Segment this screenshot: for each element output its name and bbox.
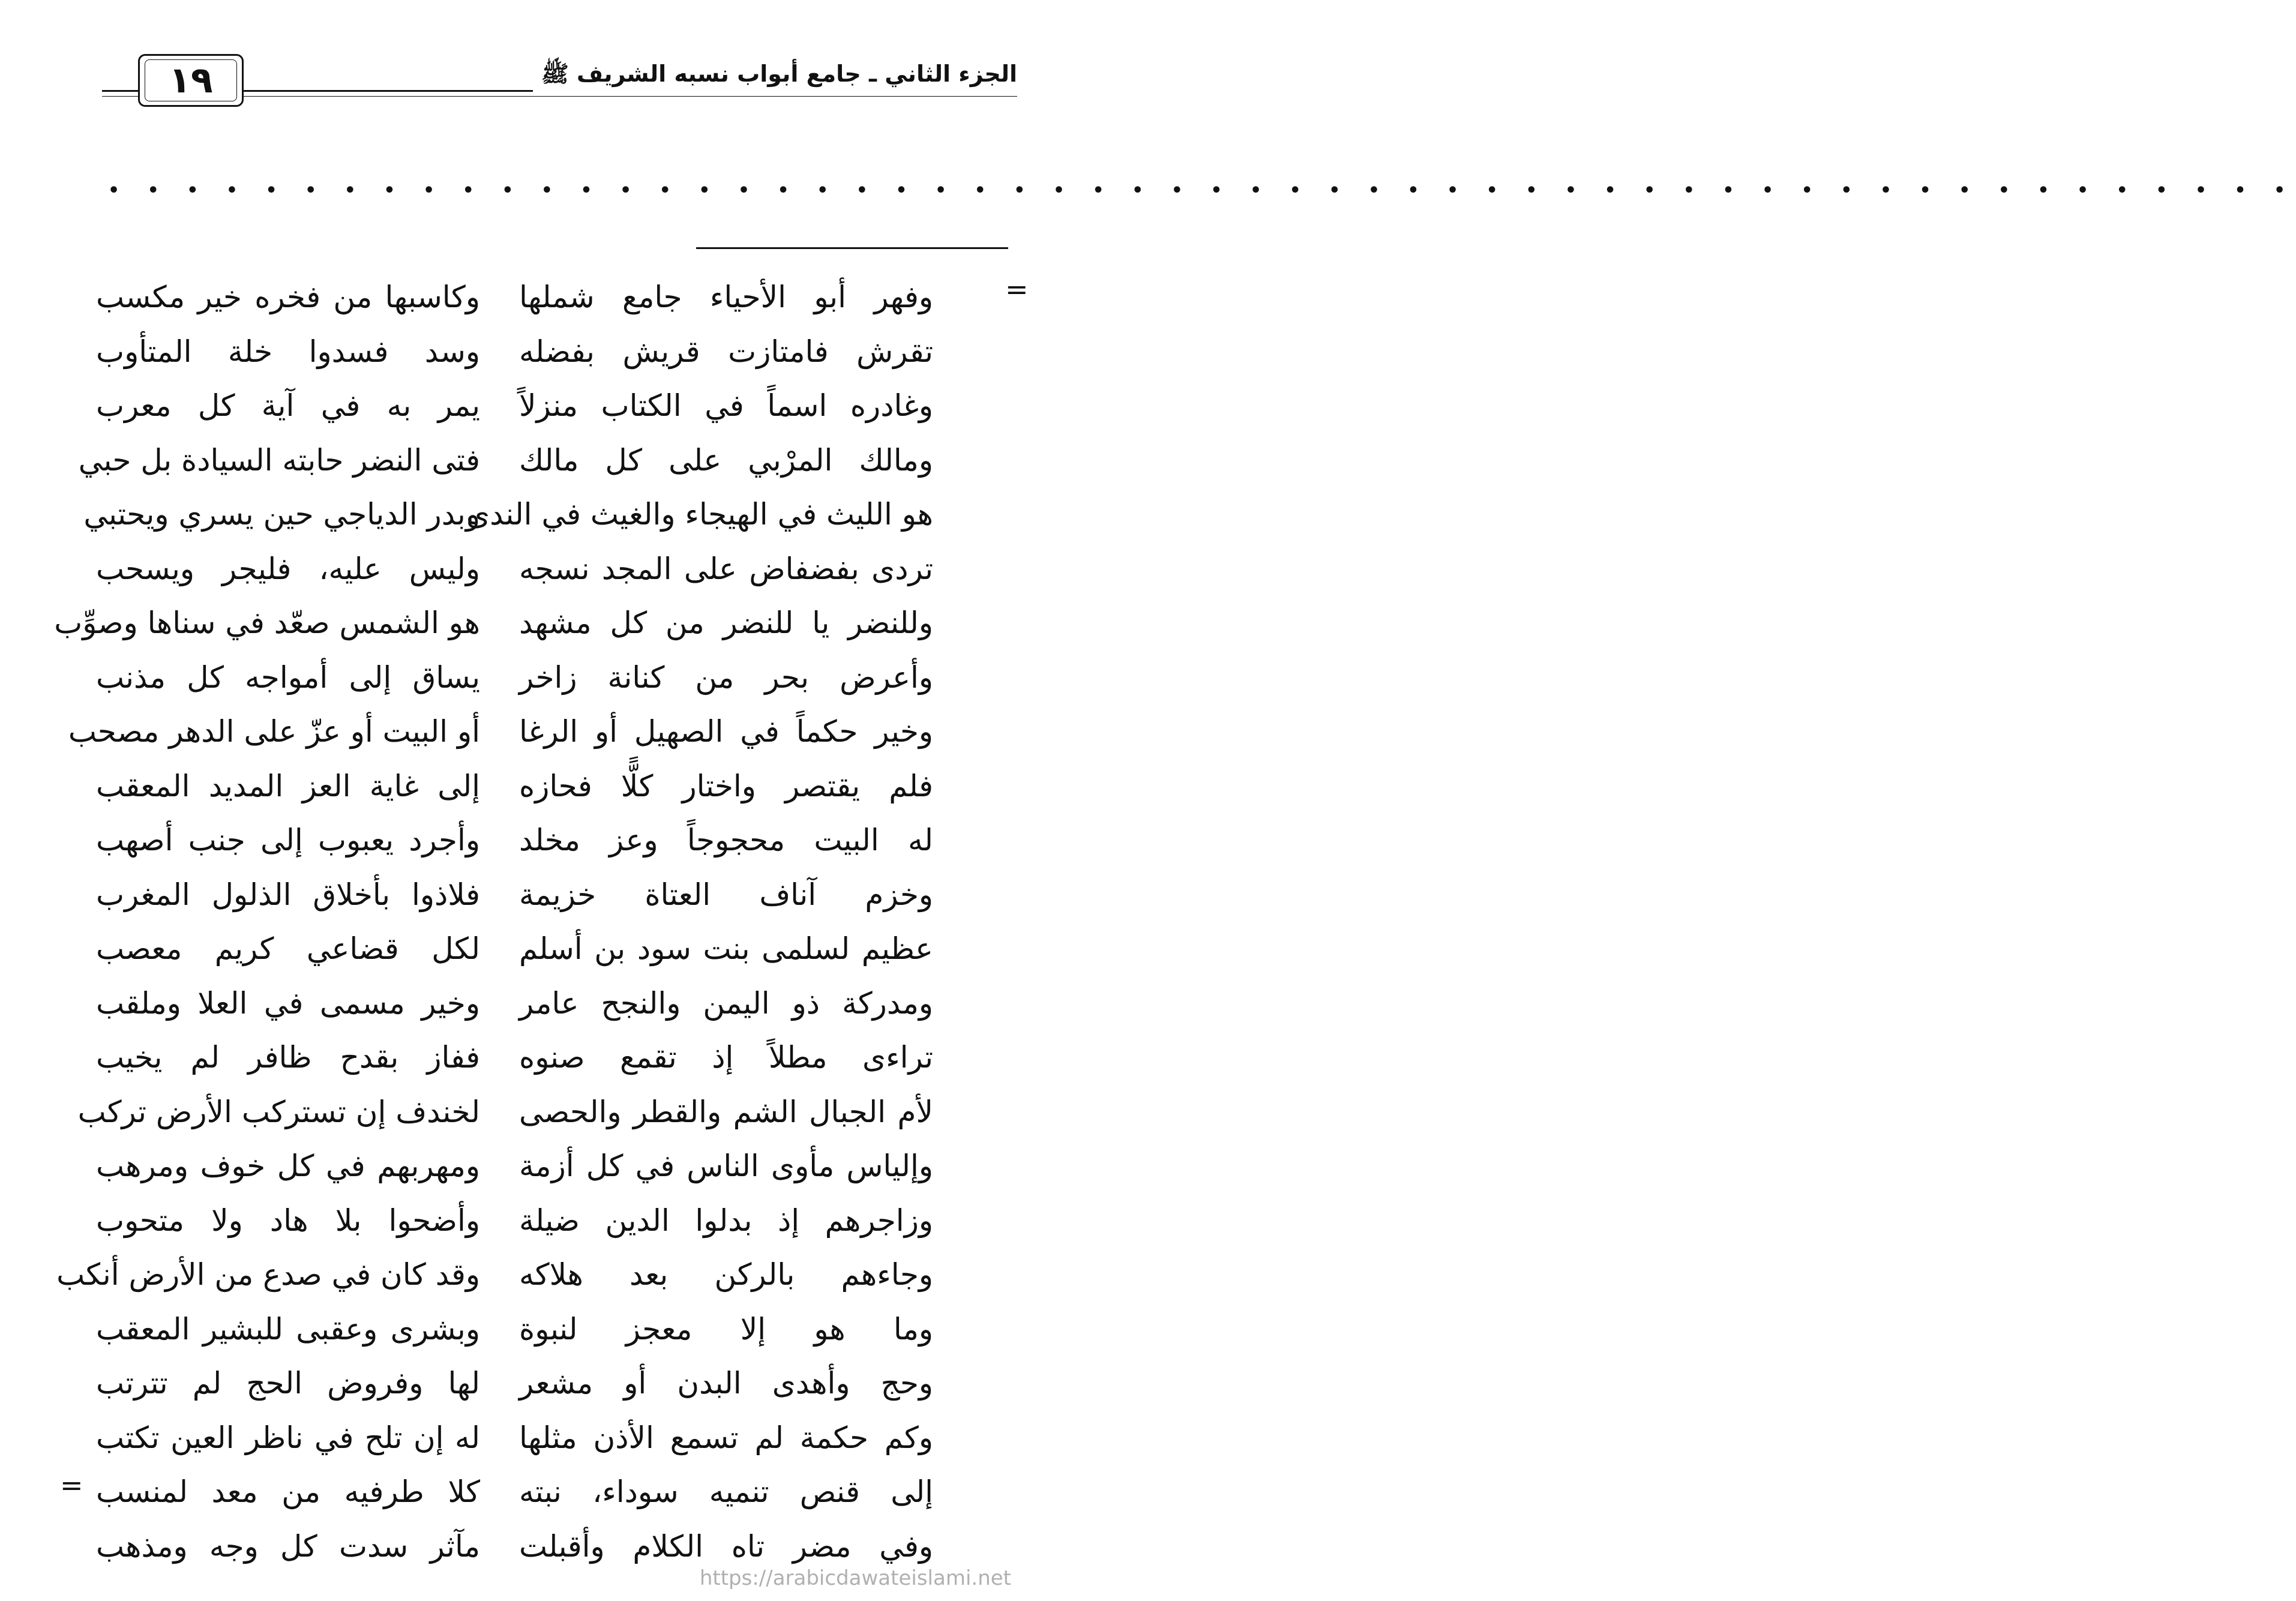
verse-line: وفهر أبو الأحياء جامع شملها	[519, 280, 933, 314]
verse-line: ومالك المرْبي على كل مالك	[519, 442, 933, 478]
verse-line: مآثر سدت كل وجه ومذهب	[96, 1528, 480, 1564]
verse-line: فلم يقتصر واختار كلًّا فحازه	[519, 768, 933, 804]
verse-line: فلاذوا بأخلاق الذلول المغرب	[96, 877, 480, 912]
verse-line: وخير مسمى في العلا وملقب	[96, 985, 480, 1021]
verse-line: وليس عليه، فليجر ويسحب	[96, 551, 480, 586]
verse-line: هو الشمس صعّد في سناها وصوِّب	[54, 605, 480, 640]
verse-line: تقرش فامتازت قريش بفضله	[519, 334, 933, 369]
verse-line: وسد فسدوا خلة المتأوب	[96, 334, 480, 369]
verse-line: فتى النضر حابته السيادة بل حبي	[78, 442, 480, 478]
poem-left-column	[54, 270, 480, 1573]
verse-line: وخير حكماً في الصهيل أو الرغا	[519, 714, 933, 749]
verse-line: وقد كان في صدع من الأرض أنكب	[56, 1257, 480, 1292]
verse-line: وفي مضر تاه الكلام وأقبلت	[519, 1528, 933, 1564]
page-header	[102, 48, 1017, 114]
verse-line: وكاسبها من فخره خير مكسب	[96, 280, 480, 314]
verse-line: وأضحوا بلا هاد ولا متحوب	[96, 1203, 480, 1238]
verse-line: وللنضر يا للنضر من كل مشهد	[519, 605, 933, 640]
verse-line: إلى قنص تنميه سوداء، نبته	[519, 1474, 933, 1509]
verse-line: يمر به في آية كل معرب	[96, 388, 480, 423]
verse-line: لأم الجبال الشم والقطر والحصى	[519, 1094, 933, 1129]
verse-line: وزاجرهم إذ بدلوا الدين ضيلة	[519, 1203, 933, 1238]
verse-line: لكل قضاعي كريم معصب	[96, 931, 480, 966]
verse-line: وبشرى وعقبى للبشير المعقب	[96, 1311, 480, 1347]
verse-line: وغادره اسماً في الكتاب منزلاً	[519, 388, 933, 423]
verse-line: إلى غاية العز المديد المعقب	[96, 768, 480, 804]
verse-line: يساق إلى أمواجه كل مذنب	[96, 659, 480, 695]
verse-line: وما هو إلا معجز لنبوة	[519, 1311, 933, 1347]
verse-line: وأجرد يعبوب إلى جنب أصهب	[96, 823, 480, 858]
continuation-mark-end: =	[60, 1469, 83, 1501]
verse-line: وحج وأهدى البدن أو مشعر	[519, 1366, 933, 1401]
verse-line: عظيم لسلمى بنت سود بن أسلم	[519, 931, 933, 966]
footnote-rule	[696, 247, 1008, 249]
verse-line: وإلياس مأوى الناس في كل أزمة	[519, 1149, 933, 1183]
watermark-url: https://arabicdawateislami.net	[699, 1566, 1011, 1590]
verse-line: وبدر الدياجي حين يسري ويحتبي	[83, 497, 480, 532]
verse-line: وكم حكمة لم تسمع الأذن مثلها	[519, 1420, 933, 1455]
verse-line: له البيت محجوجاً وعز مخلد	[519, 823, 933, 858]
running-title: الجزء الثاني ـ جامع أبواب نسبه الشريف ﷺ	[533, 60, 1017, 93]
verse-line: هو الليث في الهيجاء والغيث في الندى	[466, 497, 933, 532]
verse-line: كلا طرفيه من معد لمنسب	[96, 1474, 480, 1509]
verse-line: ومدركة ذو اليمن والنجح عامر	[519, 985, 933, 1021]
verse-line: ففاز بقدح ظافر لم يخيب	[96, 1040, 480, 1075]
verse-line: لها وفروض الحج لم تترتب	[96, 1366, 480, 1401]
verse-line: لخندف إن تستركب الأرض تركب	[77, 1094, 480, 1129]
verse-line: وأعرض بحر من كنانة زاخر	[519, 659, 933, 695]
verse-line: له إن تلح في ناظر العين تكتب	[96, 1420, 480, 1455]
verse-line: ومهربهم في كل خوف ومرهب	[96, 1149, 480, 1183]
continuation-mark-start: =	[1005, 273, 1029, 305]
verse-line: وخزم آناف العتاة خزيمة	[519, 877, 933, 912]
dotted-separator: • • • • • • • • • • • • • • • • • • • • • • • • • • • • • • • • • • • • • • • • • • • • • • • • • • • • • • • •	[108, 180, 2296, 201]
verse-line: تراءى مطلاً إذ تقمع صنوه	[519, 1040, 933, 1075]
page-number: ١٩	[138, 54, 244, 107]
verse-line: تردى بفضفاض على المجد نسجه	[519, 551, 933, 586]
verse-line: أو البيت أو عزّ على الدهر مصحب	[68, 714, 480, 749]
verse-line: وجاءهم بالركن بعد هلاكه	[519, 1257, 933, 1292]
poem-right-column	[466, 270, 933, 1573]
